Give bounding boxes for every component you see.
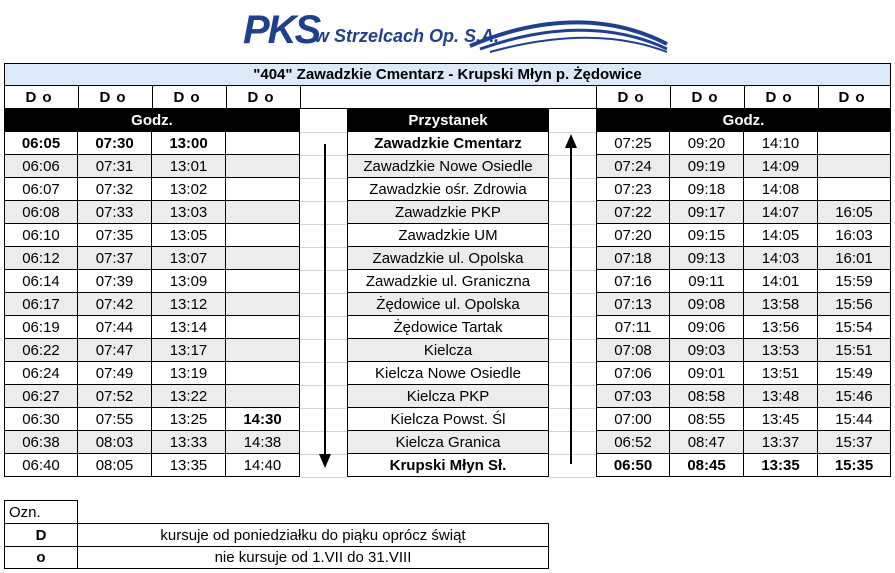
left-time-cell: 07:31 [78,155,152,178]
left-time-cell: 06:24 [4,362,78,385]
right-time-cell: 08:58 [670,385,744,408]
right-time-cell: 14:10 [744,132,818,155]
left-time-cell [226,339,300,362]
left-time-cell: 13:05 [152,224,226,247]
left-time-cell [226,316,300,339]
right-time-cell: 08:47 [670,431,744,454]
stop-name-cell: Kielcza Nowe Osiedle [347,362,549,385]
legend-text: nie kursuje od 1.VII do 31.VIII [78,546,549,569]
route-title: "404" Zawadzkie Cmentarz - Krupski Młyn p. Żędowice [4,63,891,86]
right-time-cell: 14:09 [744,155,818,178]
right-time-cell: 15:56 [818,293,891,316]
left-time-cell [226,362,300,385]
left-time-cell: 06:27 [4,385,78,408]
left-time-cell: 06:06 [4,155,78,178]
left-do-header-1 [4,86,79,109]
arrow-down-icon [316,142,334,470]
do-header-spacer [300,86,596,109]
left-time-cell: 13:22 [152,385,226,408]
right-time-cell: 09:18 [670,178,744,201]
left-time-cell: 06:17 [4,293,78,316]
right-time-cell: 07:20 [596,224,670,247]
left-time-cell: 06:10 [4,224,78,247]
stop-name-cell: Kielcza Granica [347,431,549,454]
right-time-cell: 07:16 [596,270,670,293]
right-do-header-1 [596,86,671,109]
right-time-cell: 09:01 [670,362,744,385]
left-time-cell: 14:30 [226,408,300,431]
left-time-cell: 08:03 [78,431,152,454]
left-time-cell: 08:05 [78,454,152,477]
right-time-cell: 14:08 [744,178,818,201]
logo [235,4,675,58]
do-header-label: Do [691,88,724,106]
left-time-cell: 13:19 [152,362,226,385]
left-time-cell [226,293,300,316]
left-time-cell: 13:35 [152,454,226,477]
right-time-cell: 13:58 [744,293,818,316]
grid-line [300,132,347,133]
left-time-cell: 06:40 [4,454,78,477]
left-time-cell: 06:05 [4,132,78,155]
right-time-cell: 15:35 [818,454,891,477]
right-time-cell: 14:07 [744,201,818,224]
right-time-cell: 07:18 [596,247,670,270]
left-time-cell: 13:01 [152,155,226,178]
left-time-cell [226,247,300,270]
do-header-label: Do [99,88,132,106]
left-time-cell: 06:30 [4,408,78,431]
right-time-cell: 08:45 [670,454,744,477]
right-time-cell: 09:06 [670,316,744,339]
right-time-cell: 15:37 [818,431,891,454]
right-time-cell: 06:52 [596,431,670,454]
left-time-cell: 07:35 [78,224,152,247]
right-time-cell: 07:00 [596,408,670,431]
right-time-cell: 07:24 [596,155,670,178]
legend-header: Ozn. [4,500,78,523]
left-time-cell: 07:47 [78,339,152,362]
right-time-cell: 13:35 [744,454,818,477]
stop-name-cell: Kielcza [347,339,549,362]
left-time-cell [226,132,300,155]
left-godz-header: Godz. [4,109,300,132]
left-time-cell: 13:33 [152,431,226,454]
left-time-cell [226,178,300,201]
left-time-cell: 14:40 [226,454,300,477]
left-time-cell [226,155,300,178]
right-time-cell: 13:45 [744,408,818,431]
left-time-cell [226,385,300,408]
right-time-cell: 09:11 [670,270,744,293]
grid-line [300,477,347,478]
right-time-cell: 16:03 [818,224,891,247]
left-time-cell: 07:39 [78,270,152,293]
left-time-cell: 06:07 [4,178,78,201]
right-time-cell: 07:03 [596,385,670,408]
left-time-cell: 13:07 [152,247,226,270]
do-header-label: Do [838,88,871,106]
do-header-label: Do [247,88,280,106]
left-time-cell: 13:25 [152,408,226,431]
do-header-label: Do [173,88,206,106]
right-time-cell: 13:48 [744,385,818,408]
stop-header: Przystanek [347,109,549,132]
stop-name-cell: Zawadzkie Nowe Osiedle [347,155,549,178]
right-time-cell: 09:13 [670,247,744,270]
stop-name-cell: Krupski Młyn Sł. [347,454,549,477]
do-header-label: Do [25,88,58,106]
right-time-cell: 15:49 [818,362,891,385]
right-time-cell: 14:01 [744,270,818,293]
arrow-up-icon [562,132,580,466]
left-time-cell: 07:37 [78,247,152,270]
left-time-cell: 07:55 [78,408,152,431]
left-time-cell: 06:19 [4,316,78,339]
logo-subtitle: w Strzelcach Op. S.A. [315,26,500,46]
right-time-cell: 07:22 [596,201,670,224]
logo-brand: PKS [243,8,320,52]
right-do-header-2 [670,86,745,109]
left-time-cell: 13:12 [152,293,226,316]
left-time-cell: 13:03 [152,201,226,224]
right-time-cell: 15:59 [818,270,891,293]
stop-name-cell: Zawadzkie ośr. Zdrowia [347,178,549,201]
right-time-cell [818,155,891,178]
left-time-cell: 07:44 [78,316,152,339]
stop-name-cell: Kielcza PKP [347,385,549,408]
left-time-cell: 07:32 [78,178,152,201]
do-header-label: Do [765,88,798,106]
left-time-cell: 07:42 [78,293,152,316]
grid-line [549,477,596,478]
right-time-cell: 14:05 [744,224,818,247]
right-time-cell: 15:54 [818,316,891,339]
legend-code: o [4,546,78,569]
right-time-cell: 07:25 [596,132,670,155]
right-time-cell: 08:55 [670,408,744,431]
stop-name-cell: Żędowice ul. Opolska [347,293,549,316]
right-time-cell: 06:50 [596,454,670,477]
right-time-cell: 07:08 [596,339,670,362]
stop-name-cell: Żędowice Tartak [347,316,549,339]
right-time-cell: 09:17 [670,201,744,224]
left-time-cell: 13:17 [152,339,226,362]
stop-name-cell: Zawadzkie UM [347,224,549,247]
legend-code: D [4,523,78,546]
right-time-cell: 13:53 [744,339,818,362]
left-time-cell [226,270,300,293]
right-time-cell: 09:15 [670,224,744,247]
left-time-cell: 13:00 [152,132,226,155]
left-time-cell [226,201,300,224]
right-time-cell [818,178,891,201]
left-time-cell: 06:14 [4,270,78,293]
right-do-header-3 [744,86,819,109]
right-time-cell: 15:51 [818,339,891,362]
left-time-cell: 06:12 [4,247,78,270]
right-time-cell: 07:13 [596,293,670,316]
right-time-cell: 09:08 [670,293,744,316]
left-time-cell: 07:52 [78,385,152,408]
stop-name-cell: Kielcza Powst. Śl [347,408,549,431]
right-godz-header: Godz. [596,109,891,132]
left-do-header-2 [78,86,153,109]
right-time-cell: 09:20 [670,132,744,155]
left-time-cell: 07:30 [78,132,152,155]
left-time-cell: 07:49 [78,362,152,385]
left-time-cell: 14:38 [226,431,300,454]
right-time-cell: 13:56 [744,316,818,339]
right-time-cell: 15:44 [818,408,891,431]
left-time-cell: 13:02 [152,178,226,201]
right-time-cell: 14:03 [744,247,818,270]
right-time-cell: 07:06 [596,362,670,385]
right-do-header-4 [818,86,891,109]
right-time-cell: 16:01 [818,247,891,270]
right-time-cell: 13:37 [744,431,818,454]
right-time-cell [818,132,891,155]
left-time-cell: 13:09 [152,270,226,293]
right-time-cell: 15:46 [818,385,891,408]
stop-name-cell: Zawadzkie PKP [347,201,549,224]
right-time-cell: 13:51 [744,362,818,385]
left-do-header-3 [152,86,227,109]
stop-name-cell: Zawadzkie ul. Opolska [347,247,549,270]
left-time-cell: 07:33 [78,201,152,224]
left-time-cell [226,224,300,247]
right-time-cell: 07:11 [596,316,670,339]
right-time-cell: 09:03 [670,339,744,362]
do-header-label: Do [617,88,650,106]
right-time-cell: 09:19 [670,155,744,178]
stop-name-cell: Zawadzkie ul. Graniczna [347,270,549,293]
left-time-cell: 06:08 [4,201,78,224]
stop-name-cell: Zawadzkie Cmentarz [347,132,549,155]
left-time-cell: 06:38 [4,431,78,454]
left-do-header-4 [226,86,301,109]
left-time-cell: 13:14 [152,316,226,339]
right-time-cell: 07:23 [596,178,670,201]
legend-text: kursuje od poniedziałku do piąku oprócz świąt [78,523,549,546]
right-time-cell: 16:05 [818,201,891,224]
left-time-cell: 06:22 [4,339,78,362]
